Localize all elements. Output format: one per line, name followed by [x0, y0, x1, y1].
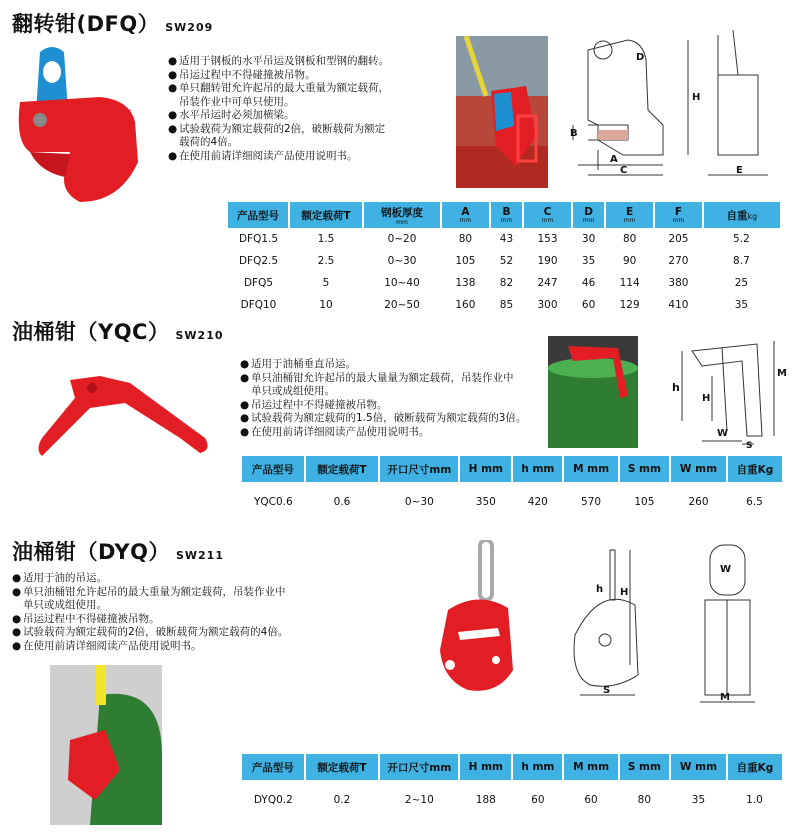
dim-label-w: W — [717, 428, 729, 439]
dyq-feature-list: ● 适用于油的吊运。 ● 单只油桶钳允许起吊的最大重量为额定载荷，吊装作业中 单只或成组使用。 ● 吊运过程中不得碰撞被吊物。 ● 试验载荷为额定载荷的2倍，破断载荷为额定载荷的4倍。 ● 在使用前请详细阅读产品使用说明书。 — [12, 572, 289, 652]
dyq-side-diagram — [560, 545, 675, 710]
dfq-spec-table — [228, 202, 780, 316]
table-row: DFQ10 10 20~50 160 85 300 60 129 410 35 — [240, 299, 749, 311]
dyq-clamp-image — [428, 540, 538, 700]
dim-label-s: S — [746, 441, 753, 451]
yqc-feature-list: ● 适用于油桶垂直吊运。 ● 单只油桶钳允许起吊的最大量量为额定载荷，吊装作业中 单只或成组使用。 ● 吊运过程中不得碰撞被吊物。 ● 试验载荷为额定载荷的1.5倍，破断载荷为额定载荷的3倍。 ● 在使用前请详细阅读产品使用说明书。 — [240, 358, 527, 438]
dim-label-d: D — [636, 52, 645, 63]
dim-label-c: C — [620, 165, 628, 176]
yqc-dimension-diagram — [662, 336, 792, 451]
dyq-front-diagram — [680, 540, 780, 710]
product-code: SW211 — [175, 549, 224, 562]
dim-label-m: M — [720, 692, 730, 703]
product-code: SW209 — [165, 21, 214, 34]
section-title-dyq: 油桶钳（DYQ） SW211 — [12, 540, 224, 564]
dfq-dimension-diagram — [568, 30, 793, 190]
dyq-usage-photo — [50, 665, 162, 825]
dim-label-h-small: h — [672, 381, 680, 394]
dfq-usage-photo — [456, 36, 548, 188]
dim-label-h: H — [620, 587, 629, 598]
table-header-row: 产品型号 额定载荷T 钢板厚度 mm A mm B mm C mm D mm E mm F mm 自重kg — [228, 202, 780, 228]
table-header-row: 产品型号 额定载荷T 开口尺寸mm H mm h mm M mm S mm W mm 自重Kg — [242, 456, 782, 482]
dim-label-h: H — [692, 92, 701, 103]
dim-label-s: S — [603, 685, 611, 696]
dyq-spec-table — [242, 754, 782, 820]
dfq-feature-list: ● 适用于钢板的水平吊运及钢板和型钢的翻转。 ● 吊运过程中不得碰撞被吊物。 ● 单只翻转钳允许起吊的最大重量为额定载荷， 吊装作业中可单只使用。 ● 水平吊运时必须加横梁。 ● 试验载荷为额定载荷的2倍，破断载荷为额定 载荷的4倍。 ● 在使用前请详细阅读产品使用说明书。 — [168, 55, 389, 162]
dim-label-h-small: h — [596, 584, 604, 595]
table-row: DYQ0.2 0.2 2~10 188 60 60 80 35 1.0 — [253, 794, 763, 806]
yqc-clamp-image — [30, 368, 220, 463]
dfq-clamp-image — [10, 42, 150, 212]
table-row: DFQ2.5 2.5 0~30 105 52 190 35 90 270 8.7 — [238, 255, 750, 267]
dim-label-m: M — [777, 368, 787, 379]
dim-label-h: H — [702, 393, 711, 404]
product-code: SW210 — [175, 329, 224, 342]
table-header-row: 产品型号 额定载荷T 开口尺寸mm H mm h mm M mm S mm W mm 自重Kg — [242, 754, 782, 780]
dim-label-a: A — [610, 154, 618, 165]
yqc-usage-photo — [548, 336, 638, 448]
table-row: YQC0.6 0.6 0~30 350 420 570 105 260 6.5 — [253, 496, 763, 508]
table-row: DFQ5 5 10~40 138 82 247 46 114 380 25 — [243, 277, 749, 289]
dim-label-b: B — [570, 128, 578, 139]
yqc-spec-table — [242, 456, 782, 522]
dim-label-w: W — [720, 564, 732, 575]
dim-label-e: E — [736, 165, 743, 176]
section-title-dfq: 翻转钳(DFQ） SW209 — [12, 12, 214, 36]
section-title-yqc: 油桶钳（YQC） SW210 — [12, 320, 224, 344]
table-row: DFQ1.5 1.5 0~20 80 43 153 30 80 205 5.2 — [238, 233, 750, 245]
